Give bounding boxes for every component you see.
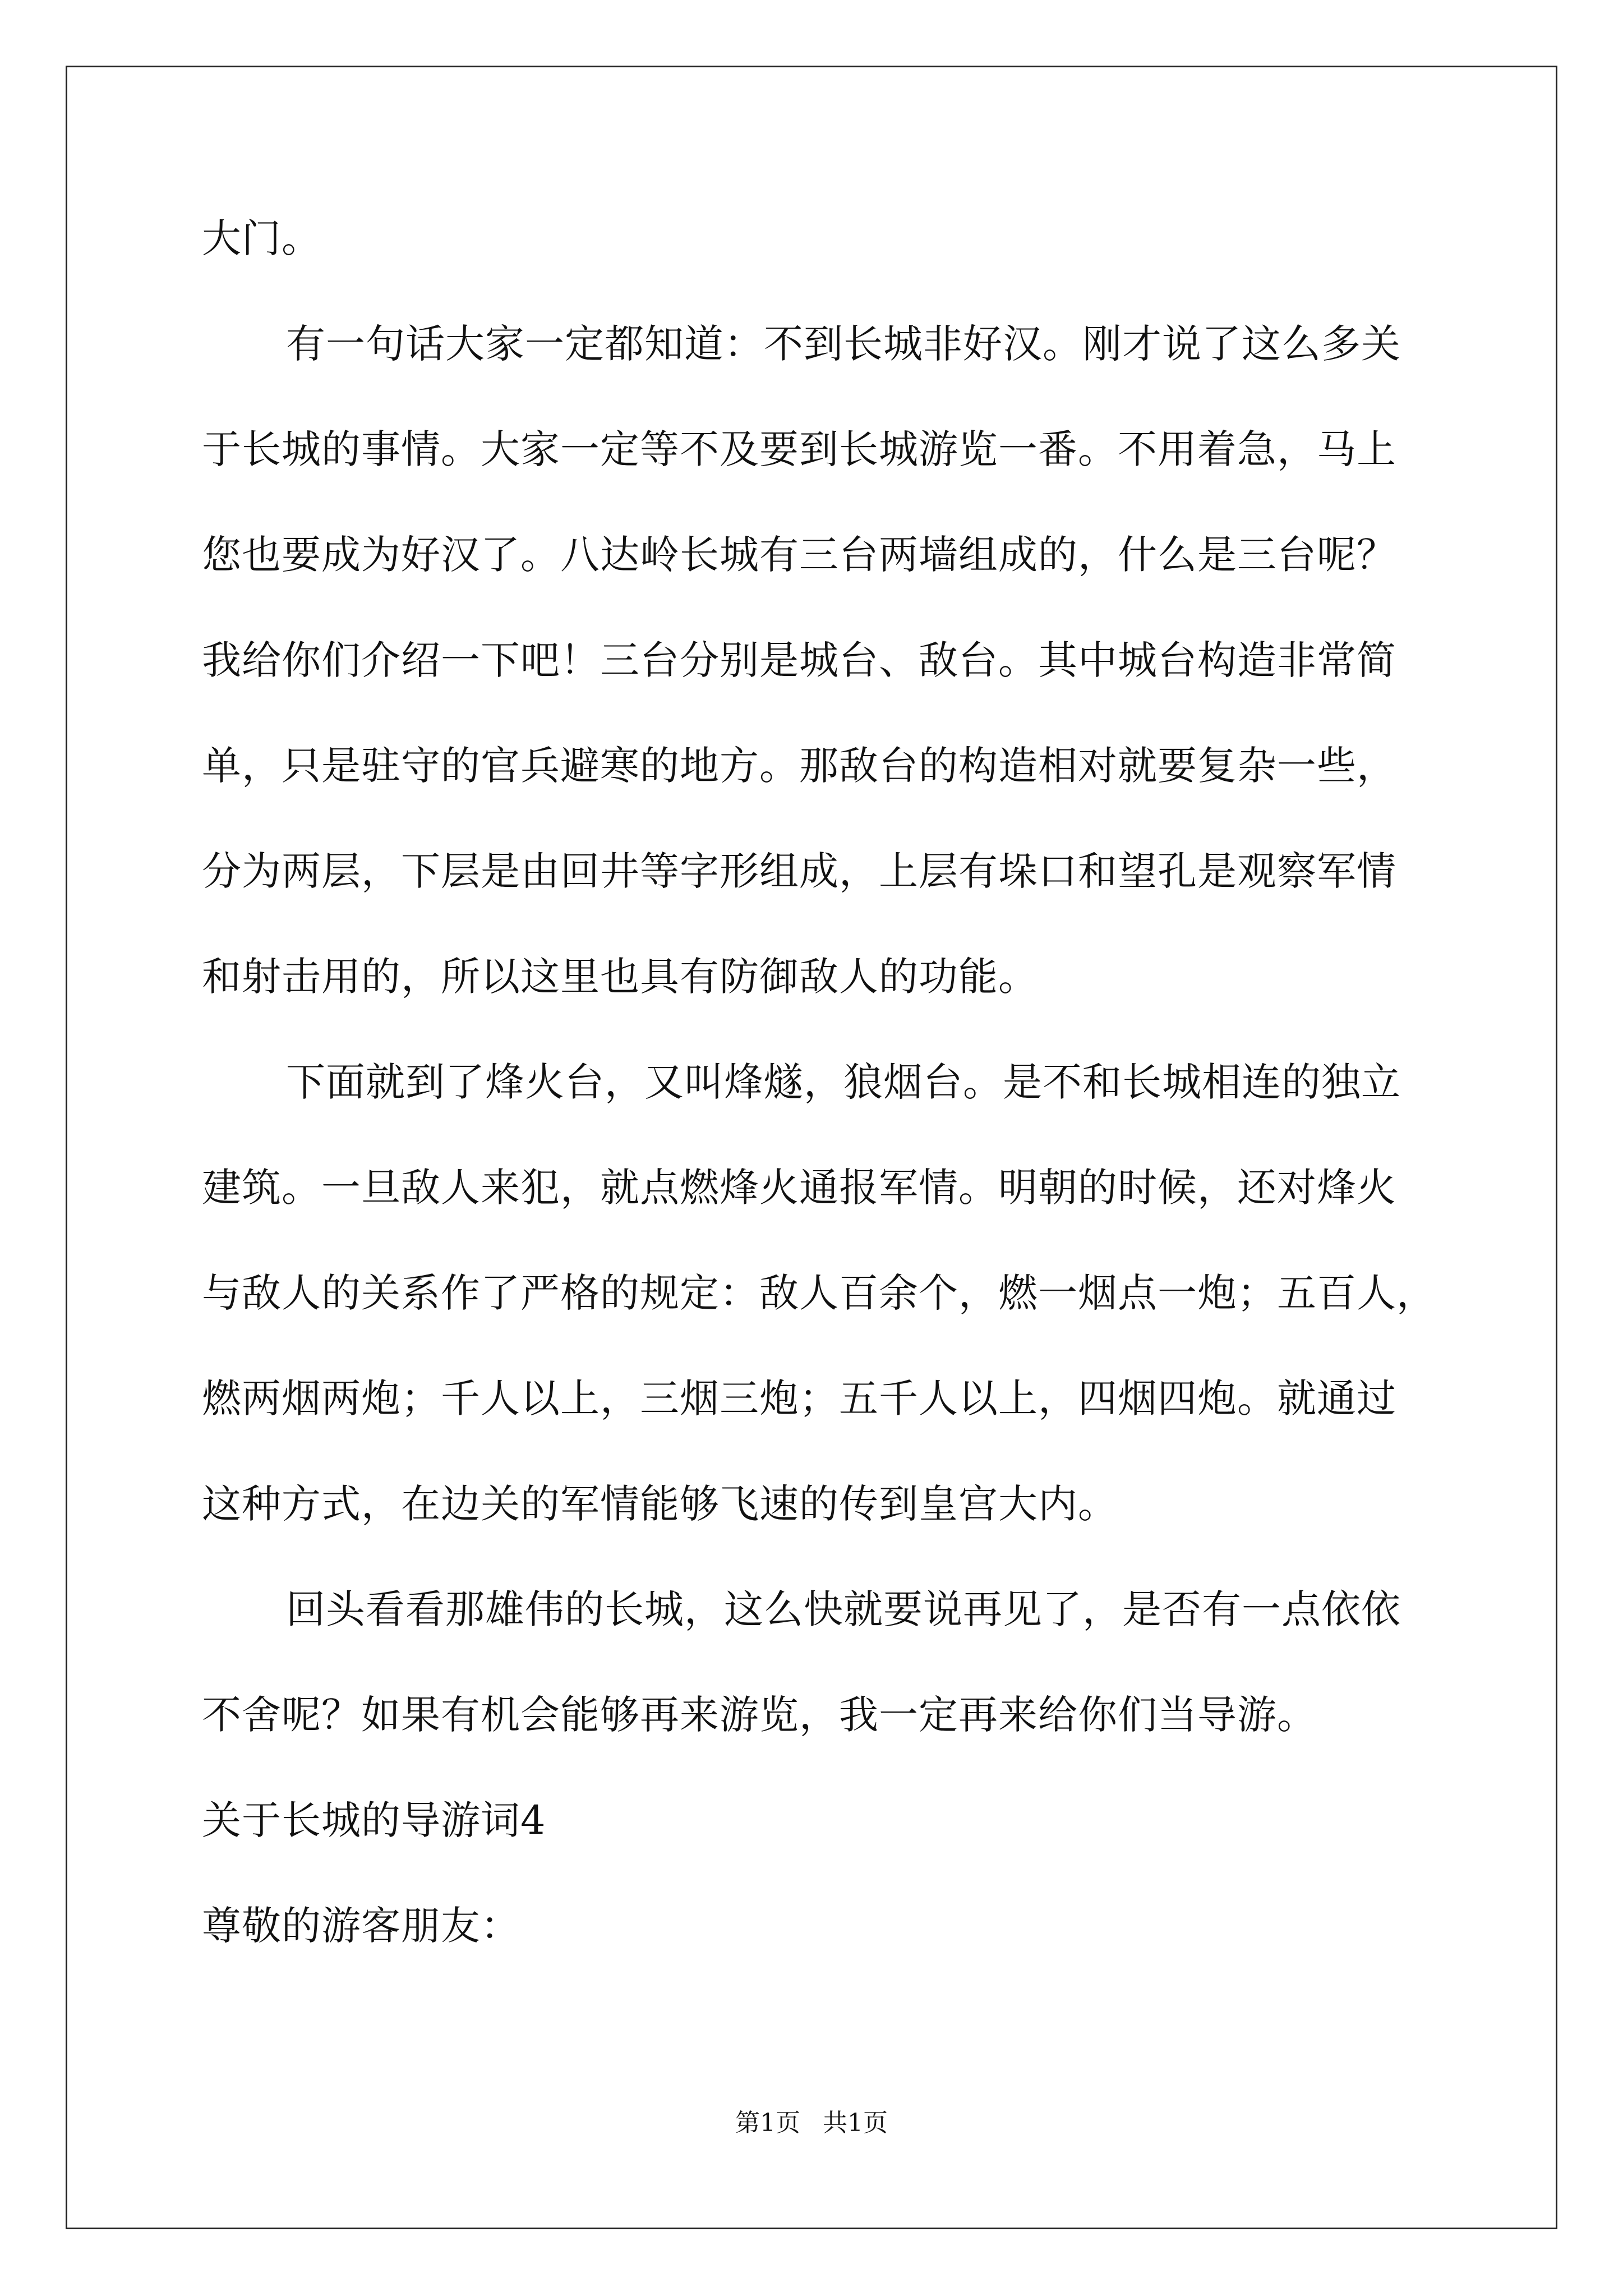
paragraph-line: 这种方式，在边关的军情能够飞速的传到皇宫大内。: [202, 1481, 1118, 1527]
paragraph-line: 建筑。一旦敌人来犯，就点燃烽火通报军情。明朝的时候，还对烽火: [202, 1165, 1396, 1211]
paragraph-line: 您也要成为好汉了。八达岭长城有三台两墙组成的，什么是三台呢？: [202, 532, 1396, 578]
page-total: 共1页: [823, 2109, 888, 2137]
paragraph-line: 燃两烟两炮；千人以上，三烟三炮；五千人以上，四烟四炮。就通过: [202, 1375, 1396, 1421]
paragraph-line: 大门。: [202, 215, 321, 261]
paragraph-line: 回头看看那雄伟的长城，这么快就要说再见了，是否有一点依依: [286, 1586, 1401, 1632]
paragraph-line: 分为两层，下层是由回井等字形组成，上层有垛口和望孔是观察军情: [202, 848, 1396, 894]
page-footer: [0, 2106, 1623, 2140]
paragraph-line: 单，只是驻守的官兵避寒的地方。那敌台的构造相对就要复杂一些，: [202, 743, 1396, 789]
paragraph-line: 有一句话大家一定都知道：不到长城非好汉。刚才说了这么多关: [286, 321, 1401, 367]
paragraph-line: 不舍呢？如果有机会能够再来游览，我一定再来给你们当导游。: [202, 1692, 1317, 1738]
page-number: 第1页: [735, 2109, 800, 2137]
paragraph-line: 和射击用的，所以这里也具有防御敌人的功能。: [202, 954, 1038, 1000]
paragraph-line: 与敌人的关系作了严格的规定：敌人百余个，燃一烟点一炮；五百人，: [202, 1270, 1436, 1316]
paragraph-line: 我给你们介绍一下吧！三台分别是城台、敌台。其中城台构造非常简: [202, 637, 1396, 683]
paragraph-line: 于长城的事情。大家一定等不及要到长城游览一番。不用着急，马上: [202, 426, 1396, 472]
salutation-line: 尊敬的游客朋友：: [202, 1903, 520, 1949]
paragraph-line: 下面就到了烽火台，又叫烽燧，狼烟台。是不和长城相连的独立: [286, 1059, 1401, 1105]
section-heading: 关于长城的导游词4: [202, 1797, 546, 1843]
